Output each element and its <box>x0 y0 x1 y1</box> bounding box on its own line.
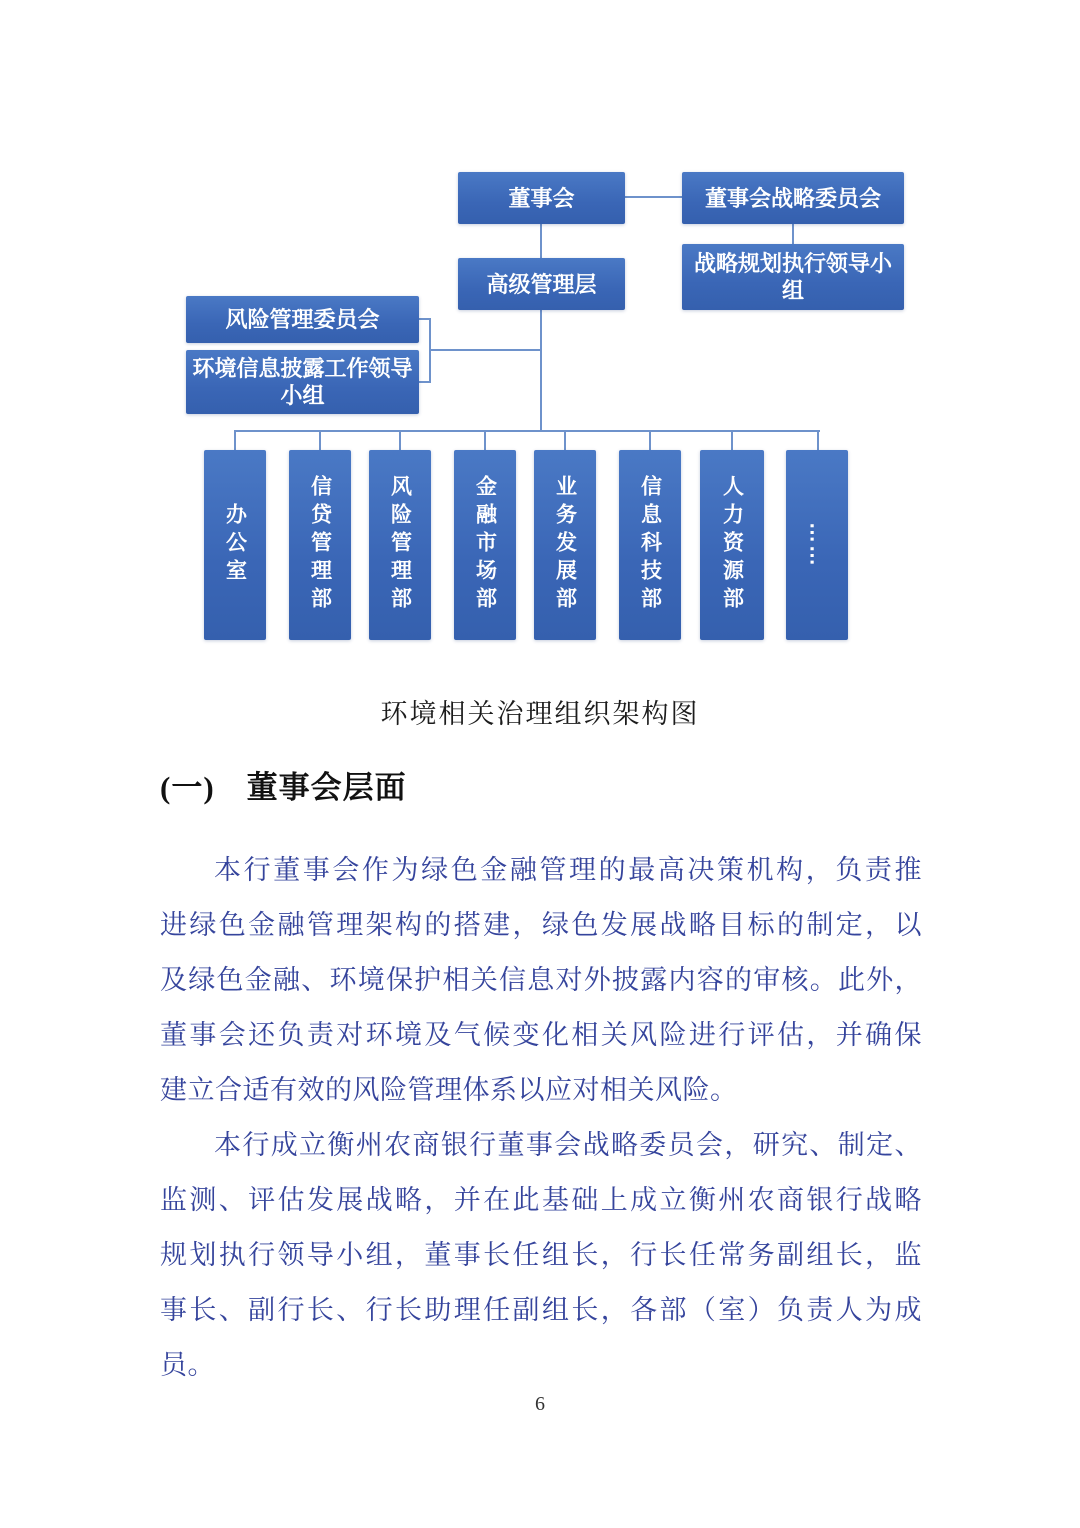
org-node-dept-credit <box>289 450 351 640</box>
org-node-risk-committee-label: 风险管理委员会 <box>225 307 380 332</box>
paragraph1-line: 本行董事会作为绿色金融管理的最高决策机构，负责推 <box>214 855 922 885</box>
org-node-risk-committee <box>186 296 419 343</box>
org-node-dept-it-label: 信息科技部 <box>638 475 662 615</box>
paragraph2-line: 事长、副行长、行长助理任副组长，各部（室）负责人为成 <box>160 1295 922 1325</box>
org-node-dept-hr <box>700 450 764 640</box>
connector-trunk <box>540 310 542 432</box>
connector-bracket-trunk <box>429 349 541 351</box>
org-node-strategy-exec-group <box>682 244 904 310</box>
figure-caption: 环境相关治理组织架构图 <box>380 699 700 729</box>
org-node-strategy-committee <box>682 172 904 224</box>
paragraph1-line: 及绿色金融、环境保护相关信息对外披露内容的审核。此外， <box>160 965 922 995</box>
connector-envgroup-stub <box>419 381 431 383</box>
paragraph2-line: 监测、评估发展战略，并在此基础上成立衡州农商银行战略 <box>160 1185 922 1215</box>
paragraph2-line: 规划执行领导小组，董事长任组长，行长任常务副组长，监 <box>160 1240 922 1270</box>
org-node-dept-hr-label: 人力资源部 <box>720 475 744 615</box>
connector-drop-1 <box>234 430 236 450</box>
org-node-dept-office-label: 办公室 <box>223 503 247 587</box>
connector-drop-8 <box>817 430 819 450</box>
org-node-env-disclosure-group <box>186 350 419 414</box>
connector-drop-4 <box>484 430 486 450</box>
page-number: 6 <box>535 1393 545 1415</box>
org-node-strategy-exec-group-label: 战略规划执行领导小组 <box>693 251 892 303</box>
paragraph2-line: 员。 <box>160 1350 215 1380</box>
connector-drop-2 <box>319 430 321 450</box>
connector-drop-3 <box>399 430 401 450</box>
org-node-dept-risk-label: 风险管理部 <box>388 475 412 615</box>
org-node-strategy-committee-label: 董事会战略委员会 <box>704 185 881 211</box>
org-node-dept-financial-markets <box>454 450 516 640</box>
org-node-env-disclosure-group-label: 环境信息披露工作领导小组 <box>192 356 413 408</box>
org-node-dept-credit-label: 信贷管理部 <box>308 475 332 615</box>
connector-drop-5 <box>564 430 566 450</box>
org-node-dept-risk <box>369 450 431 640</box>
org-node-dept-it <box>619 450 681 640</box>
org-node-senior-management <box>458 258 625 310</box>
paragraph2-line: 本行成立衡州农商银行董事会战略委员会，研究、制定、 <box>214 1130 922 1160</box>
paragraph1-line: 董事会还负责对环境及气候变化相关风险进行评估，并确保 <box>160 1020 922 1050</box>
org-node-dept-ellipsis <box>786 450 848 640</box>
paragraph1-line: 建立合适有效的风险管理体系以应对相关风险。 <box>160 1075 738 1105</box>
section-heading: (一) 董事会层面 <box>160 770 407 805</box>
org-node-senior-management-label: 高级管理层 <box>486 271 597 297</box>
paragraph1-line: 进绿色金融管理架构的搭建，绿色发展战略目标的制定，以 <box>160 910 922 940</box>
org-node-board-label: 董事会 <box>508 185 575 211</box>
connector-board-seniormgmt <box>540 224 542 258</box>
org-node-dept-office <box>204 450 266 640</box>
org-node-dept-business-dev-label: 业务发展部 <box>553 475 577 615</box>
org-node-dept-financial-markets-label: 金融市场部 <box>473 475 497 615</box>
body-text <box>160 843 922 1393</box>
org-chart <box>0 0 1080 665</box>
connector-board-strategycommittee <box>625 196 682 198</box>
connector-strategycommittee-execgroup <box>792 224 794 244</box>
org-node-board <box>458 172 625 224</box>
connector-drop-7 <box>731 430 733 450</box>
connector-drop-6 <box>649 430 651 450</box>
org-node-dept-ellipsis-label: …… <box>805 522 829 568</box>
org-node-dept-business-dev <box>534 450 596 640</box>
